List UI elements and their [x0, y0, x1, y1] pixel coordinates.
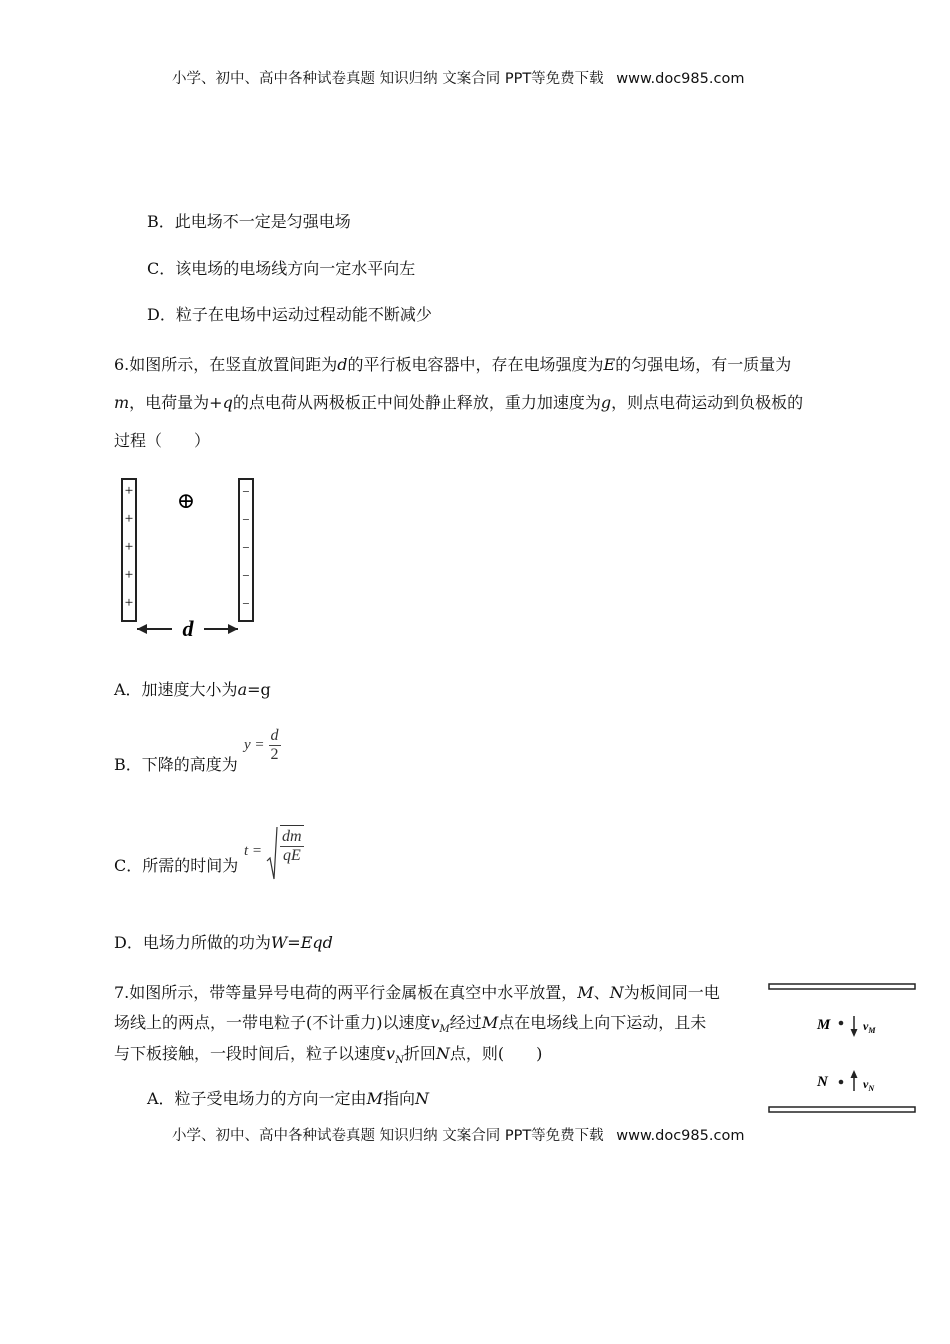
q5-option-b: B．此电场不一定是匀强电场 — [147, 212, 351, 231]
page-header — [172, 67, 744, 88]
footer-url: www.doc985.com — [616, 1128, 745, 1144]
q6-option-d: D．电场力所做的功为W=Eqd — [114, 933, 333, 952]
point-charge-symbol: ⊕ — [176, 488, 196, 513]
minus-sign: − — [242, 540, 250, 555]
plus-sign: + — [124, 539, 134, 555]
dimension-arrow-left — [137, 624, 147, 634]
plus-sign: + — [124, 483, 134, 499]
point-N-label: N — [817, 1074, 828, 1090]
lower-plate — [769, 1107, 915, 1112]
distance-label: d — [182, 616, 194, 641]
q6-option-b-formula: y = $\frac{d}{2}$ — [244, 727, 279, 763]
q7-option-a: A．粒子受电场力的方向一定由M指向N — [147, 1089, 429, 1108]
q7-stem-line1: 7.如图所示，带等量异号电荷的两平行金属板在真空中水平放置，M、N为板间同一电 — [114, 983, 720, 1002]
minus-sign: − — [242, 596, 250, 611]
plus-sign: + — [124, 595, 134, 611]
minus-sign: − — [242, 568, 250, 583]
q6-stem-line2: m，电荷量为+q的点电荷从两极板正中间处静止释放，重力加速度为g，则点电荷运动到负极板的 — [114, 393, 804, 412]
plus-sign: + — [124, 511, 134, 527]
q6-stem-line1: 6.如图所示，在竖直放置间距为d的平行板电容器中，存在电场强度为E的匀强电场，有一质量为 — [114, 355, 792, 374]
sqrt-radical — [266, 825, 278, 881]
dimension-arrow-right — [228, 624, 238, 634]
q6-option-c-formula: t = $\frac{dm}{qE}$ — [244, 825, 304, 881]
q6-option-b: B．下降的高度为 — [114, 755, 238, 774]
plus-sign: + — [124, 567, 134, 583]
minus-sign: − — [242, 512, 250, 527]
q7-stem-line3: 与下板接触，一段时间后，粒子以速度$v_N$折回N点，则( ) — [114, 1044, 543, 1067]
header-text: 小学、初中、高中各种试卷真题 知识归纳 文案合同 PPT等免费下载 — [172, 71, 604, 87]
minus-sign: − — [242, 484, 250, 499]
point-M-label: M — [817, 1017, 831, 1033]
footer-text: 小学、初中、高中各种试卷真题 知识归纳 文案合同 PPT等免费下载 — [172, 1128, 604, 1144]
q6-capacitor-figure — [112, 472, 262, 642]
q5-option-d: D．粒子在电场中运动过程动能不断减少 — [147, 305, 432, 324]
page-footer — [172, 1124, 744, 1145]
q6-option-a: A．加速度大小为a=g — [114, 680, 271, 699]
q6-option-c: C．所需的时间为 — [114, 856, 239, 875]
point-N — [839, 1080, 844, 1085]
upper-plate — [769, 984, 915, 989]
velocity-N-label: $v_N$ — [863, 1077, 875, 1093]
up-arrow-icon — [851, 1070, 858, 1078]
down-arrow-icon — [851, 1029, 858, 1037]
q6-stem-line3: 过程（ ） — [114, 431, 211, 450]
q5-option-c: C．该电场的电场线方向一定水平向左 — [147, 259, 416, 278]
q7-stem-line2: 场线上的两点，一带电粒子(不计重力)以速度$v_M$经过M点在电场线上向下运动，且未 — [114, 1013, 707, 1036]
point-M — [839, 1021, 844, 1026]
header-url: www.doc985.com — [616, 71, 745, 87]
q7-plates-figure — [765, 980, 920, 1120]
velocity-M-label: $v_M$ — [863, 1019, 876, 1035]
